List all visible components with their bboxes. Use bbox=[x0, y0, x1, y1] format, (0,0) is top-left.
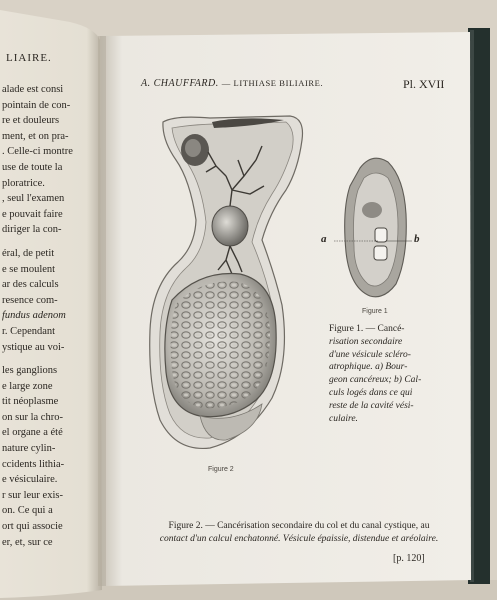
caption1-line: d'une vésicule scléro- bbox=[329, 349, 411, 360]
left-line: éral, de petit bbox=[2, 247, 55, 259]
left-line: alade est consi bbox=[2, 84, 64, 95]
page-number: [p. 120] bbox=[393, 553, 425, 564]
left-line: nature cylin- bbox=[2, 443, 56, 455]
header-title: — LITHIASE BILIAIRE. bbox=[221, 78, 324, 88]
caption1-line: culs logés dans ce qui bbox=[329, 387, 413, 398]
left-page-text bbox=[0, 30, 98, 590]
running-header bbox=[141, 78, 323, 89]
left-line: re et douleurs bbox=[2, 115, 60, 127]
left-line: , seul l'examen bbox=[2, 193, 65, 205]
figure-1-caption-label: Figure 1 bbox=[362, 308, 388, 315]
left-line: r sur leur exis- bbox=[2, 489, 63, 501]
caption1-line: atrophique. a) Bour- bbox=[329, 362, 408, 373]
left-line: les ganglions bbox=[2, 365, 58, 377]
caption2-line: Figure 2. — Cancérisation secondaire du col et du canal cystique, au bbox=[168, 521, 430, 531]
left-line: on. Ce qui a bbox=[2, 505, 53, 517]
caption2-line: contact d'un calcul enchatonné. Vésicule épaissie, distendue et aréolaire. bbox=[159, 533, 439, 544]
left-line: use de toute la bbox=[2, 161, 63, 173]
caption1-line: culaire. bbox=[329, 413, 358, 424]
caption1-line: geon cancéreux; b) Cal- bbox=[329, 375, 422, 386]
caption1-line: Figure 1. — Cancé- bbox=[329, 324, 405, 334]
figure-1-caption bbox=[329, 323, 449, 425]
left-line: fundus adenom bbox=[2, 310, 66, 322]
left-line: e pouvait faire bbox=[2, 208, 63, 220]
left-line: ploratrice. bbox=[2, 177, 45, 189]
left-line: . Celle-ci montre bbox=[2, 146, 73, 158]
figure-1-label-a: a bbox=[321, 233, 327, 245]
caption1-line: reste de la cavité vési- bbox=[329, 400, 414, 411]
left-gap bbox=[2, 238, 98, 246]
left-line: e vésiculaire. bbox=[2, 474, 58, 486]
left-line: ccidents lithia- bbox=[2, 458, 65, 470]
left-gap bbox=[2, 355, 98, 363]
header-author: A. CHAUFFARD. bbox=[141, 78, 219, 89]
figure-2-caption bbox=[139, 520, 459, 545]
left-line: pointain de con- bbox=[2, 99, 71, 111]
left-line: diriger la con- bbox=[2, 224, 62, 236]
right-page-text bbox=[103, 33, 469, 578]
left-line: on sur la chro- bbox=[2, 411, 63, 423]
left-page-header: LIAIRE. bbox=[6, 52, 52, 64]
left-line: tit néoplasme bbox=[2, 396, 59, 408]
left-line: r. Cependant bbox=[2, 325, 56, 337]
left-line: er, et, sur ce bbox=[2, 536, 53, 548]
left-line: ar des calculs bbox=[2, 279, 59, 291]
plate-number: Pl. XVII bbox=[403, 77, 445, 91]
figure-1-label-b: b bbox=[414, 233, 420, 245]
left-line: ment, et on pra- bbox=[2, 130, 69, 142]
left-line: resence com- bbox=[2, 294, 58, 306]
left-line: el organe a été bbox=[2, 427, 63, 439]
left-line: ort qui associe bbox=[2, 521, 63, 533]
left-line: ystique au voi- bbox=[2, 341, 65, 353]
figure-2-caption-label: Figure 2 bbox=[208, 466, 234, 473]
left-line: e large zone bbox=[2, 380, 53, 392]
left-line: e se moulent bbox=[2, 263, 56, 275]
left-page-lines bbox=[2, 82, 98, 550]
caption1-line: risation secondaire bbox=[329, 336, 403, 347]
